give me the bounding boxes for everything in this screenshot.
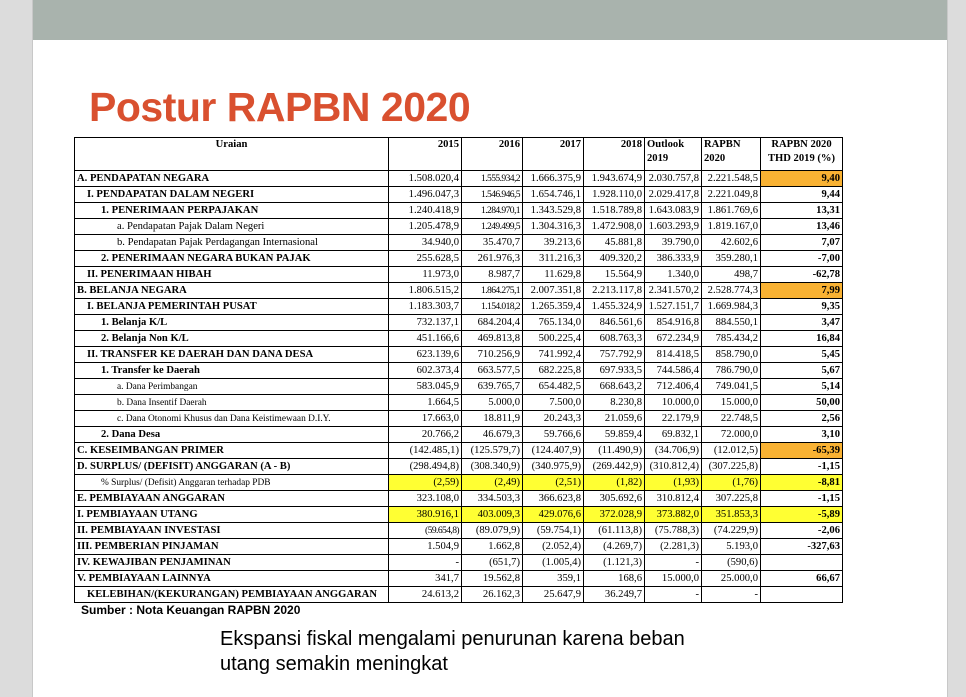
- table-row: [75, 331, 843, 347]
- header-2017: 2017: [523, 138, 584, 171]
- row-label: E. PEMBIAYAAN ANGGARAN: [75, 491, 389, 507]
- row-value: 663.577,5: [462, 363, 523, 379]
- row-value: 684.204,4: [462, 315, 523, 331]
- header-2016: 2016: [462, 138, 523, 171]
- row-value: 323.108,0: [389, 491, 462, 507]
- row-value: 500.225,4: [523, 331, 584, 347]
- row-value: (75.788,3): [645, 523, 702, 539]
- row-value: 1.508.020,4: [389, 171, 462, 187]
- table-row: [75, 411, 843, 427]
- row-value: (61.113,8): [584, 523, 645, 539]
- row-pct-change: 13,31: [761, 203, 843, 219]
- row-pct-change: 66,67: [761, 571, 843, 587]
- row-value: (34.706,9): [645, 443, 702, 459]
- row-value: (340.975,9): [523, 459, 584, 475]
- row-label: II. PEMBIAYAAN INVESTASI: [75, 523, 389, 539]
- table-row: [75, 523, 843, 539]
- table-row: [75, 427, 843, 443]
- row-value: 1.603.293,9: [645, 219, 702, 235]
- row-pct-change: 13,46: [761, 219, 843, 235]
- row-value: 8.987,7: [462, 267, 523, 283]
- row-label: I. BELANJA PEMERINTAH PUSAT: [75, 299, 389, 315]
- row-label: KELEBIHAN/(KEKURANGAN) PEMBIAYAAN ANGGARAN: [75, 587, 389, 603]
- row-value: 602.373,4: [389, 363, 462, 379]
- row-value: 15.564,9: [584, 267, 645, 283]
- row-value: (142.485,1): [389, 443, 462, 459]
- row-value: 2.221.548,5: [702, 171, 761, 187]
- row-value: (2,51): [523, 475, 584, 491]
- table-body: [75, 171, 843, 603]
- table-row: [75, 283, 843, 299]
- row-value: 311.216,3: [523, 251, 584, 267]
- slide-top-bar: [33, 0, 947, 40]
- table-row: [75, 299, 843, 315]
- row-value: 654.482,5: [523, 379, 584, 395]
- row-value: 757.792,9: [584, 347, 645, 363]
- table-row: [75, 571, 843, 587]
- row-value: 1.183.303,7: [389, 299, 462, 315]
- row-label: a. Dana Perimbangan: [75, 379, 389, 395]
- table-row: [75, 539, 843, 555]
- row-value: 858.790,0: [702, 347, 761, 363]
- row-value: (4.269,7): [584, 539, 645, 555]
- row-value: 1.864.275,1: [462, 283, 523, 299]
- row-pct-change: 9,44: [761, 187, 843, 203]
- row-label: c. Dana Otonomi Khusus dan Dana Keistimewaan D.I.Y.: [75, 411, 389, 427]
- row-value: 498,7: [702, 267, 761, 283]
- row-value: 2.030.757,8: [645, 171, 702, 187]
- row-value: 2.528.774,3: [702, 283, 761, 299]
- row-value: (12.012,5): [702, 443, 761, 459]
- row-value: 24.613,2: [389, 587, 462, 603]
- row-value: 451.166,6: [389, 331, 462, 347]
- row-label: 1. Belanja K/L: [75, 315, 389, 331]
- commentary-line-2: utang semakin meningkat: [220, 653, 448, 675]
- row-value: 1.666.375,9: [523, 171, 584, 187]
- row-value: 261.976,3: [462, 251, 523, 267]
- row-value: 403.009,3: [462, 507, 523, 523]
- table-row: [75, 267, 843, 283]
- row-value: 1.304.316,3: [523, 219, 584, 235]
- row-value: 583.045,9: [389, 379, 462, 395]
- row-value: (298.494,8): [389, 459, 462, 475]
- row-label: IV. KEWAJIBAN PENJAMINAN: [75, 555, 389, 571]
- row-value: 741.992,4: [523, 347, 584, 363]
- row-value: 25.000,0: [702, 571, 761, 587]
- row-value: 372.028,9: [584, 507, 645, 523]
- row-value: 1.943.674,9: [584, 171, 645, 187]
- row-value: 2.221.049,8: [702, 187, 761, 203]
- row-value: 42.602,6: [702, 235, 761, 251]
- row-value: (2,59): [389, 475, 462, 491]
- row-value: -: [645, 587, 702, 603]
- row-value: 69.832,1: [645, 427, 702, 443]
- row-value: 18.811,9: [462, 411, 523, 427]
- row-value: 884.550,1: [702, 315, 761, 331]
- row-value: 2.341.570,2: [645, 283, 702, 299]
- row-pct-change: 16,84: [761, 331, 843, 347]
- row-value: 854.916,8: [645, 315, 702, 331]
- header-2018: 2018: [584, 138, 645, 171]
- row-value: 10.000,0: [645, 395, 702, 411]
- row-value: 8.230,8: [584, 395, 645, 411]
- table-row: [75, 203, 843, 219]
- table-row: [75, 219, 843, 235]
- header-rapbn-line1: RAPBN: [704, 139, 741, 150]
- row-label: b. Dana Insentif Daerah: [75, 395, 389, 411]
- row-value: (1,93): [645, 475, 702, 491]
- row-value: 672.234,9: [645, 331, 702, 347]
- row-value: 1.284.970,1: [462, 203, 523, 219]
- row-value: -: [645, 555, 702, 571]
- row-value: 39.790,0: [645, 235, 702, 251]
- row-pct-change: 5,45: [761, 347, 843, 363]
- row-value: (2.281,3): [645, 539, 702, 555]
- row-value: 351.853,3: [702, 507, 761, 523]
- row-value: 45.881,8: [584, 235, 645, 251]
- row-value: 1.654.746,1: [523, 187, 584, 203]
- row-value: 168,6: [584, 571, 645, 587]
- row-value: 1.546.946,5: [462, 187, 523, 203]
- row-label: I. PEMBIAYAAN UTANG: [75, 507, 389, 523]
- table-row: [75, 507, 843, 523]
- table-row: [75, 235, 843, 251]
- row-value: (74.229,9): [702, 523, 761, 539]
- table-row: [75, 363, 843, 379]
- row-value: (1,76): [702, 475, 761, 491]
- row-value: 22.748,5: [702, 411, 761, 427]
- row-value: 1.643.083,9: [645, 203, 702, 219]
- row-value: 341,7: [389, 571, 462, 587]
- row-pct-change: -2,06: [761, 523, 843, 539]
- row-value: 1.527.151,7: [645, 299, 702, 315]
- row-value: 386.333,9: [645, 251, 702, 267]
- row-pct-change: 9,40: [761, 171, 843, 187]
- row-value: (269.442,9): [584, 459, 645, 475]
- table-row: [75, 187, 843, 203]
- table-row: [75, 251, 843, 267]
- table-row: [75, 555, 843, 571]
- row-label: 1. Transfer ke Daerah: [75, 363, 389, 379]
- row-value: 72.000,0: [702, 427, 761, 443]
- header-rapbn-2020: [702, 138, 761, 171]
- row-value: 380.916,1: [389, 507, 462, 523]
- row-value: 639.765,7: [462, 379, 523, 395]
- row-value: (124.407,9): [523, 443, 584, 459]
- row-pct-change: 7,99: [761, 283, 843, 299]
- row-value: 310.812,4: [645, 491, 702, 507]
- row-value: 1.555.934,2: [462, 171, 523, 187]
- row-label: 2. PENERIMAAN NEGARA BUKAN PAJAK: [75, 251, 389, 267]
- row-pct-change: -65,39: [761, 443, 843, 459]
- header-pct-line1: RAPBN 2020: [771, 139, 832, 150]
- header-2015: 2015: [389, 138, 462, 171]
- row-pct-change: -8,81: [761, 475, 843, 491]
- header-pct-change: [761, 138, 843, 171]
- row-value: (2.052,4): [523, 539, 584, 555]
- row-value: 1.662,8: [462, 539, 523, 555]
- row-value: 373.882,0: [645, 507, 702, 523]
- row-value: 35.470,7: [462, 235, 523, 251]
- table-row: [75, 443, 843, 459]
- table-row: [75, 379, 843, 395]
- row-value: 1.455.324,9: [584, 299, 645, 315]
- row-value: 1.340,0: [645, 267, 702, 283]
- row-value: 11.973,0: [389, 267, 462, 283]
- row-value: 1.249.499,5: [462, 219, 523, 235]
- row-value: 429.076,6: [523, 507, 584, 523]
- row-value: 697.933,5: [584, 363, 645, 379]
- table-row: [75, 347, 843, 363]
- slide: [32, 0, 948, 697]
- header-outlook-line1: Outlook: [647, 139, 685, 150]
- row-value: (1.121,3): [584, 555, 645, 571]
- row-label: D. SURPLUS/ (DEFISIT) ANGGARAN (A - B): [75, 459, 389, 475]
- row-pct-change: 2,56: [761, 411, 843, 427]
- slide-title: Postur RAPBN 2020: [89, 84, 471, 130]
- row-value: (310.812,4): [645, 459, 702, 475]
- row-label: 1. PENERIMAAN PERPAJAKAN: [75, 203, 389, 219]
- row-pct-change: [761, 587, 843, 603]
- row-value: 366.623,8: [523, 491, 584, 507]
- table-row: [75, 475, 843, 491]
- row-value: 1.265.359,4: [523, 299, 584, 315]
- row-value: 25.647,9: [523, 587, 584, 603]
- row-value: (308.340,9): [462, 459, 523, 475]
- row-value: 5.000,0: [462, 395, 523, 411]
- row-value: (89.079,9): [462, 523, 523, 539]
- row-value: 682.225,8: [523, 363, 584, 379]
- commentary-line-1: Ekspansi fiskal mengalami penurunan karena beban: [220, 628, 685, 650]
- row-value: 305.692,6: [584, 491, 645, 507]
- row-value: 1.154.018,2: [462, 299, 523, 315]
- row-value: 19.562,8: [462, 571, 523, 587]
- row-value: -: [702, 587, 761, 603]
- budget-table: [74, 137, 843, 603]
- row-value: 15.000,0: [702, 395, 761, 411]
- row-value: 1.861.769,6: [702, 203, 761, 219]
- commentary-text: [220, 627, 685, 677]
- row-value: (1,82): [584, 475, 645, 491]
- row-value: 1.205.478,9: [389, 219, 462, 235]
- row-pct-change: 7,07: [761, 235, 843, 251]
- table-row: [75, 315, 843, 331]
- row-label: B. BELANJA NEGARA: [75, 283, 389, 299]
- row-label: A. PENDAPATAN NEGARA: [75, 171, 389, 187]
- row-value: 5.193,0: [702, 539, 761, 555]
- row-value: 469.813,8: [462, 331, 523, 347]
- row-label: I. PENDAPATAN DALAM NEGERI: [75, 187, 389, 203]
- row-value: (125.579,7): [462, 443, 523, 459]
- row-value: 15.000,0: [645, 571, 702, 587]
- table-row: [75, 395, 843, 411]
- row-value: (59.754,1): [523, 523, 584, 539]
- row-value: 1.518.789,8: [584, 203, 645, 219]
- row-value: 26.162,3: [462, 587, 523, 603]
- row-value: 623.139,6: [389, 347, 462, 363]
- row-value: 59.766,6: [523, 427, 584, 443]
- row-value: 39.213,6: [523, 235, 584, 251]
- row-value: 11.629,8: [523, 267, 584, 283]
- row-value: 1.504,9: [389, 539, 462, 555]
- row-value: 668.643,2: [584, 379, 645, 395]
- row-value: 1.806.515,2: [389, 283, 462, 299]
- row-value: 17.663,0: [389, 411, 462, 427]
- row-label: III. PEMBERIAN PINJAMAN: [75, 539, 389, 555]
- row-pct-change: -62,78: [761, 267, 843, 283]
- row-value: 2.213.117,8: [584, 283, 645, 299]
- row-value: 1.496.047,3: [389, 187, 462, 203]
- table-row: [75, 459, 843, 475]
- header-pct-line2: THD 2019 (%): [767, 153, 836, 164]
- row-label: b. Pendapatan Pajak Perdagangan Internasional: [75, 235, 389, 251]
- row-value: 359,1: [523, 571, 584, 587]
- row-pct-change: 3,10: [761, 427, 843, 443]
- row-pct-change: -7,00: [761, 251, 843, 267]
- row-value: 46.679,3: [462, 427, 523, 443]
- row-value: 20.243,3: [523, 411, 584, 427]
- row-value: (651,7): [462, 555, 523, 571]
- row-pct-change: [761, 555, 843, 571]
- row-value: 785.434,2: [702, 331, 761, 347]
- row-value: (59.654,8): [389, 523, 462, 539]
- row-value: 20.766,2: [389, 427, 462, 443]
- row-value: 710.256,9: [462, 347, 523, 363]
- row-value: 1.669.984,3: [702, 299, 761, 315]
- row-pct-change: 5,14: [761, 379, 843, 395]
- row-label: II. TRANSFER KE DAERAH DAN DANA DESA: [75, 347, 389, 363]
- row-label: V. PEMBIAYAAN LAINNYA: [75, 571, 389, 587]
- row-value: 2.007.351,8: [523, 283, 584, 299]
- row-value: 59.859,4: [584, 427, 645, 443]
- row-pct-change: -327,63: [761, 539, 843, 555]
- row-value: (307.225,8): [702, 459, 761, 475]
- row-value: 814.418,5: [645, 347, 702, 363]
- row-value: 744.586,4: [645, 363, 702, 379]
- table-row: [75, 171, 843, 187]
- row-pct-change: 3,47: [761, 315, 843, 331]
- row-value: 732.137,1: [389, 315, 462, 331]
- row-label: 2. Belanja Non K/L: [75, 331, 389, 347]
- row-value: 712.406,4: [645, 379, 702, 395]
- row-value: 1.343.529,8: [523, 203, 584, 219]
- row-value: (2,49): [462, 475, 523, 491]
- row-value: (590,6): [702, 555, 761, 571]
- row-label: 2. Dana Desa: [75, 427, 389, 443]
- row-value: 786.790,0: [702, 363, 761, 379]
- row-value: (11.490,9): [584, 443, 645, 459]
- header-outlook-line2: 2019: [647, 153, 669, 164]
- row-value: 334.503,3: [462, 491, 523, 507]
- row-value: 2.029.417,8: [645, 187, 702, 203]
- row-value: 409.320,2: [584, 251, 645, 267]
- row-pct-change: -5,89: [761, 507, 843, 523]
- row-value: 846.561,6: [584, 315, 645, 331]
- row-value: 359.280,1: [702, 251, 761, 267]
- row-value: 307.225,8: [702, 491, 761, 507]
- row-value: 34.940,0: [389, 235, 462, 251]
- row-value: 1.240.418,9: [389, 203, 462, 219]
- table-header-row: [75, 138, 843, 171]
- row-value: 1.664,5: [389, 395, 462, 411]
- row-value: 21.059,6: [584, 411, 645, 427]
- row-pct-change: 50,00: [761, 395, 843, 411]
- row-label: a. Pendapatan Pajak Dalam Negeri: [75, 219, 389, 235]
- row-value: 7.500,0: [523, 395, 584, 411]
- header-uraian: Uraian: [75, 138, 389, 171]
- row-value: 1.472.908,0: [584, 219, 645, 235]
- row-value: 608.763,3: [584, 331, 645, 347]
- header-rapbn-line2: 2020: [704, 153, 726, 164]
- row-value: -: [389, 555, 462, 571]
- row-value: 36.249,7: [584, 587, 645, 603]
- row-value: 765.134,0: [523, 315, 584, 331]
- row-label: % Surplus/ (Defisit) Anggaran terhadap PDB: [75, 475, 389, 491]
- row-pct-change: -1,15: [761, 459, 843, 475]
- row-value: 22.179,9: [645, 411, 702, 427]
- row-value: 1.928.110,0: [584, 187, 645, 203]
- header-outlook-2019: [645, 138, 702, 171]
- row-value: 749.041,5: [702, 379, 761, 395]
- table-row: [75, 587, 843, 603]
- source-note: Sumber : Nota Keuangan RAPBN 2020: [81, 603, 301, 617]
- table-row: [75, 491, 843, 507]
- row-value: 1.819.167,0: [702, 219, 761, 235]
- row-label: C. KESEIMBANGAN PRIMER: [75, 443, 389, 459]
- row-value: 255.628,5: [389, 251, 462, 267]
- row-label: II. PENERIMAAN HIBAH: [75, 267, 389, 283]
- row-pct-change: 9,35: [761, 299, 843, 315]
- row-pct-change: -1,15: [761, 491, 843, 507]
- row-pct-change: 5,67: [761, 363, 843, 379]
- row-value: (1.005,4): [523, 555, 584, 571]
